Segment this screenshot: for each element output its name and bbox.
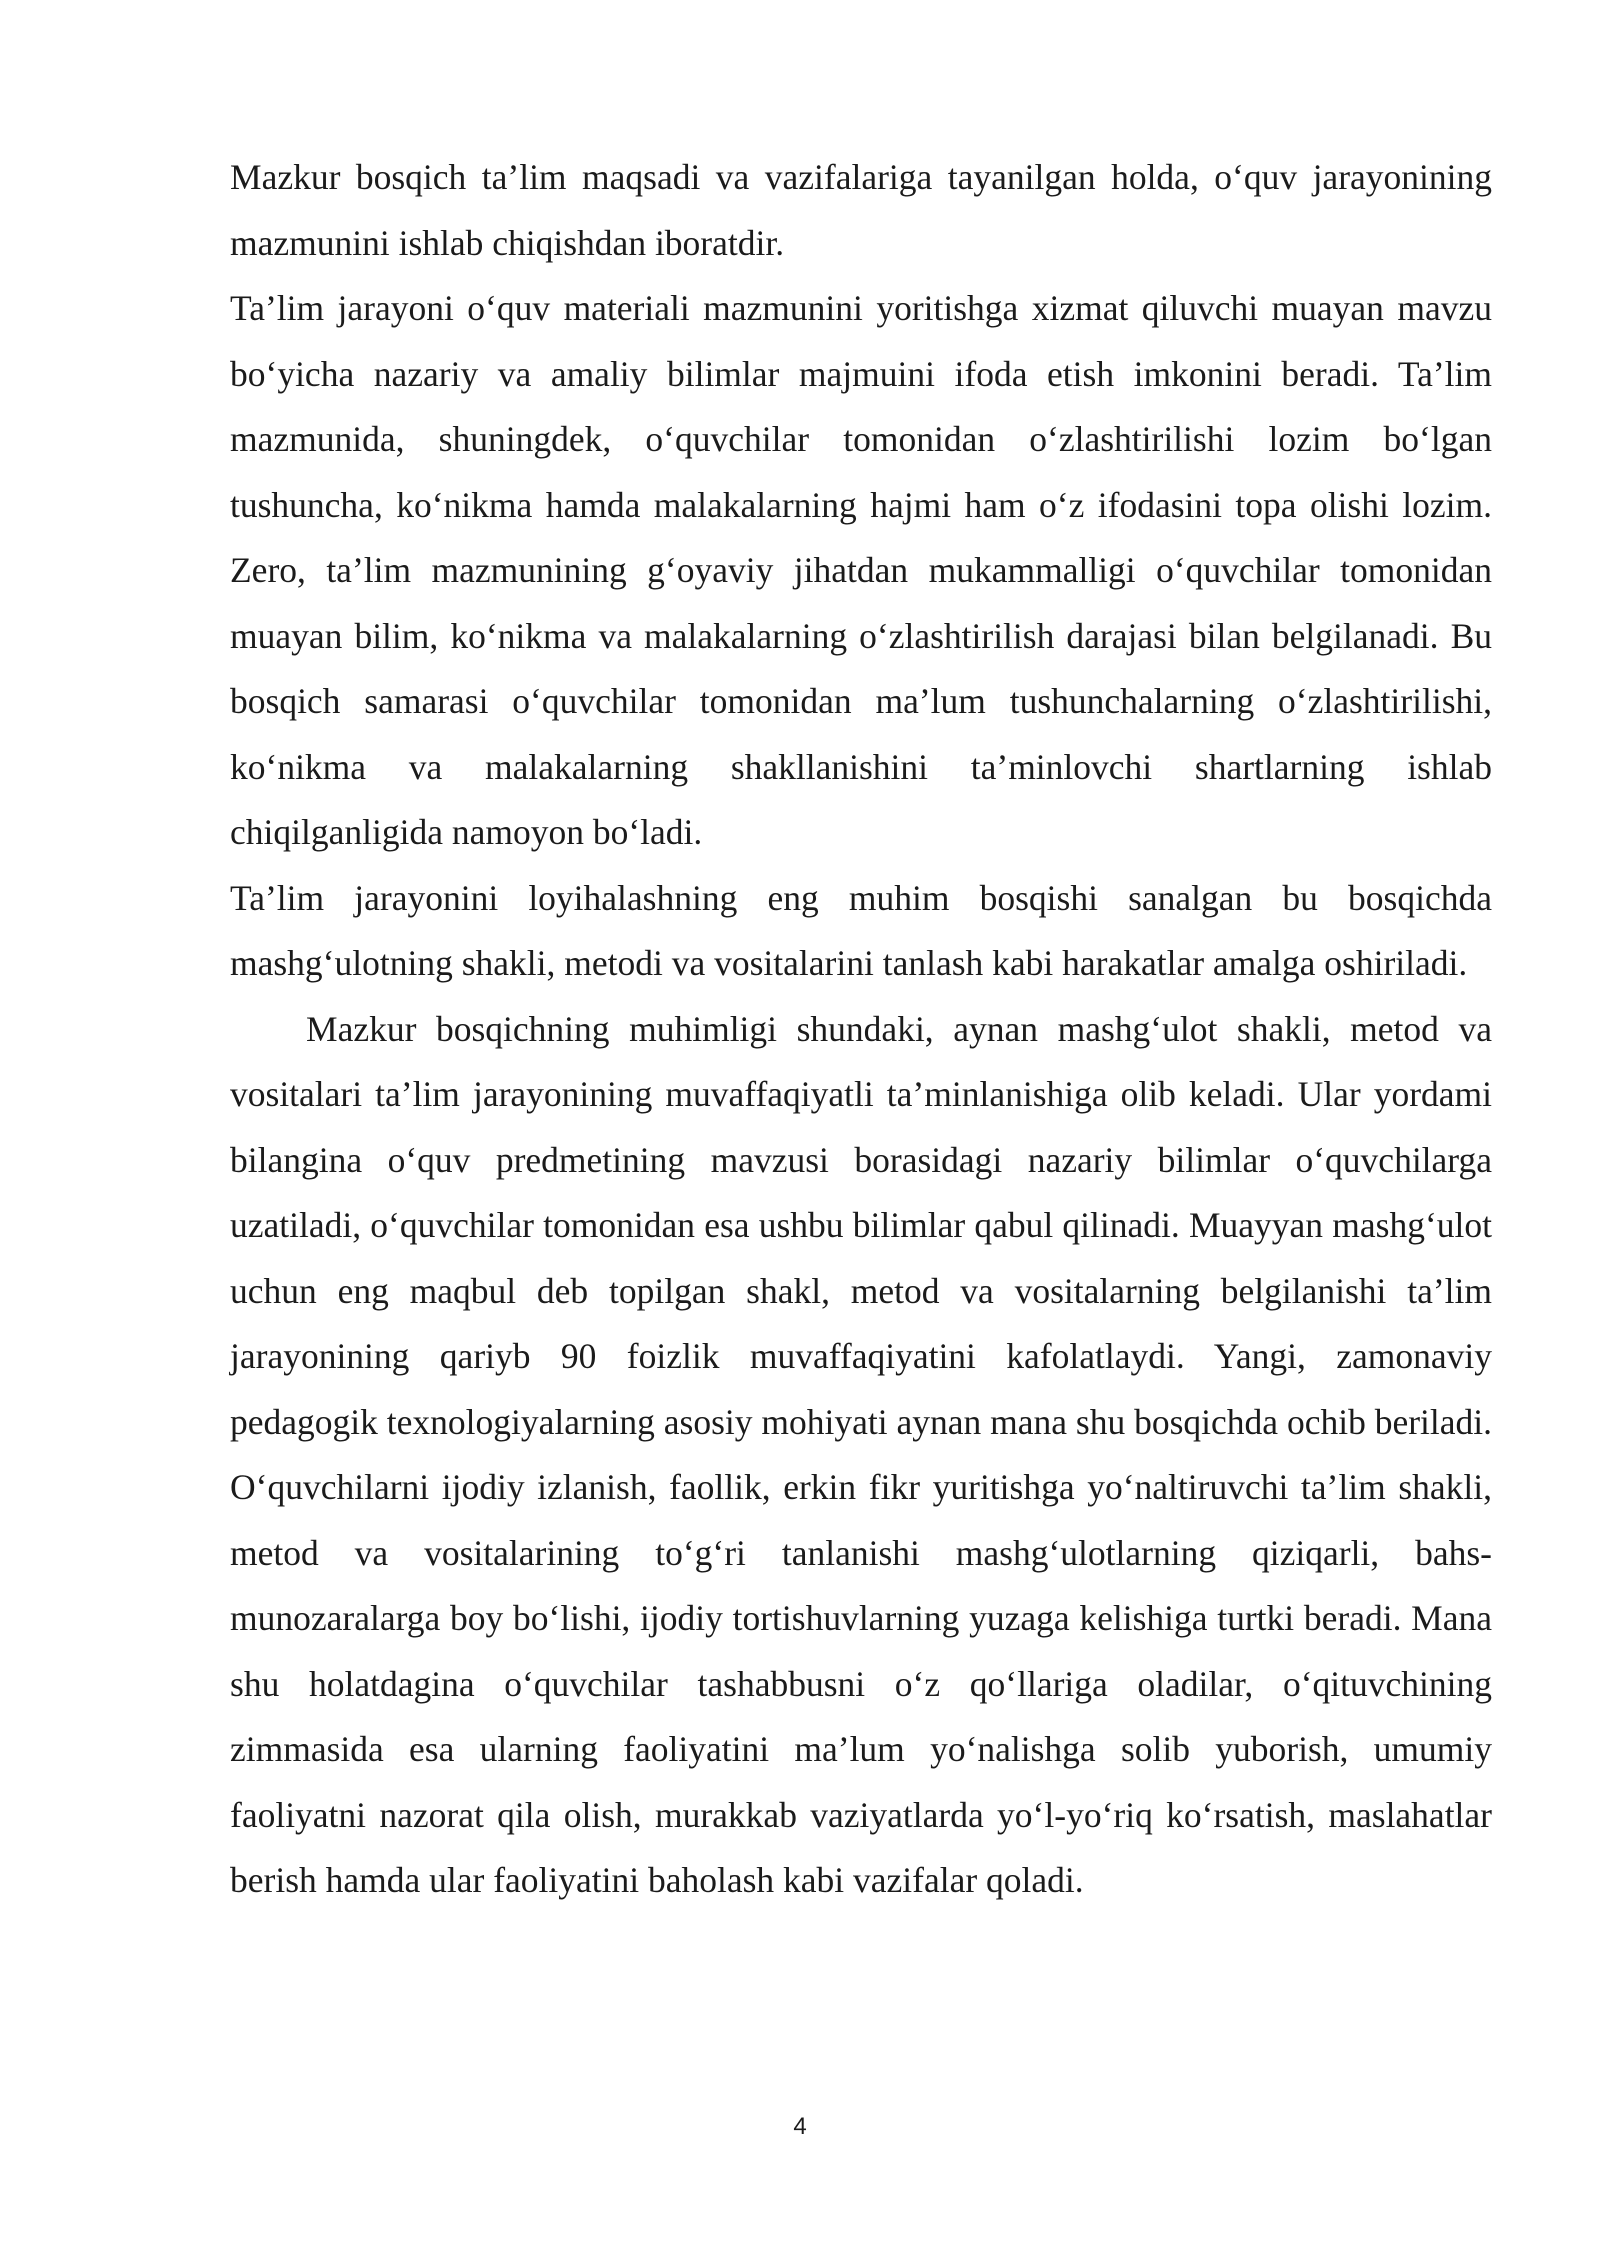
page-number: 4 (793, 2113, 807, 2140)
paragraph-4: Mazkur bosqichning muhimligi shundaki, aynan mashg‘ulot shakli, metod va vositalari ta’lim jarayonining muvaffaqiyatli ta’minlanishiga olib keladi. Ular yordami bilangina o‘quv predmetining mavzusi borasidagi nazariy bilimlar o‘quvchilarga uzatiladi, o‘quvchilar tomonidan esa ushbu bilimlar qabul qilinadi. Muayyan mashg‘ulot uchun eng maqbul deb topilgan shakl, metod va vositalarning belgilanishi ta’lim jarayonining qariyb 90 foizlik muvaffaqiyatini kafolatlaydi. Yangi, zamonaviy pedagogik texnologiyalarning asosiy mohiyati aynan mana shu bosqichda ochib beriladi. O‘quvchilarni ijodiy izlanish, faollik, erkin fikr yuritishga yo‘naltiruvchi ta’lim shakli, metod va vositalarining to‘g‘ri tanlanishi mashg‘ulotlarning qiziqarli, bahs-munozaralarga boy bo‘lishi, ijodiy tortishuvlarning yuzaga kelishiga turtki beradi. Mana shu holatdagina o‘quvchilar tashabbusni o‘z qo‘llariga oladilar, o‘qituvchining zimmasida esa ularning faoliyatini ma’lum yo‘nalishga solib yuborish, umumiy faoliyatni nazorat qila olish, murakkab vaziyatlarda yo‘l-yo‘riq ko‘rsatish, maslahatlar berish hamda ular faoliyatini baholash kabi vazifalar qoladi. (230, 1008, 1492, 1900)
paragraph-2: Ta’lim jarayoni o‘quv materiali mazmunini yoritishga xizmat qiluvchi muayan mavzu bo‘yicha nazariy va amaliy bilimlar majmuini ifoda etish imkonini beradi. Ta’lim mazmunida, shuningdek, o‘quvchilar tomonidan o‘zlashtirilishi lozim bo‘lgan tushuncha, ko‘nikma hamda malakalarning hajmi ham o‘z ifodasini topa olishi lozim. Zero, ta’lim mazmunining g‘oyaviy jihatdan mukammalligi o‘quvchilar tomonidan muayan bilim, ko‘nikma va malakalarning o‘zlashtirilish darajasi bilan belgilanadi. Bu bosqich samarasi o‘quvchilar tomonidan ma’lum tushunchalarning o‘zlashtirilishi, ko‘nikma va malakalarning shakllanishini ta’minlovchi shartlarning ishlab chiqilganligida namoyon bo‘ladi. (230, 288, 1492, 852)
paragraph-1: Mazkur bosqich ta’lim maqsadi va vazifalariga tayanilgan holda, o‘quv jarayonining mazmunini ishlab chiqishdan iboratdir. (230, 157, 1492, 263)
paragraph-3: Ta’lim jarayonini loyihalashning eng muhim bosqishi sanalgan bu bosqichda mashg‘ulotning shakli, metodi va vositalarini tanlash kabi harakatlar amalga oshiriladi. (230, 877, 1492, 983)
body-text (230, 145, 1492, 1914)
